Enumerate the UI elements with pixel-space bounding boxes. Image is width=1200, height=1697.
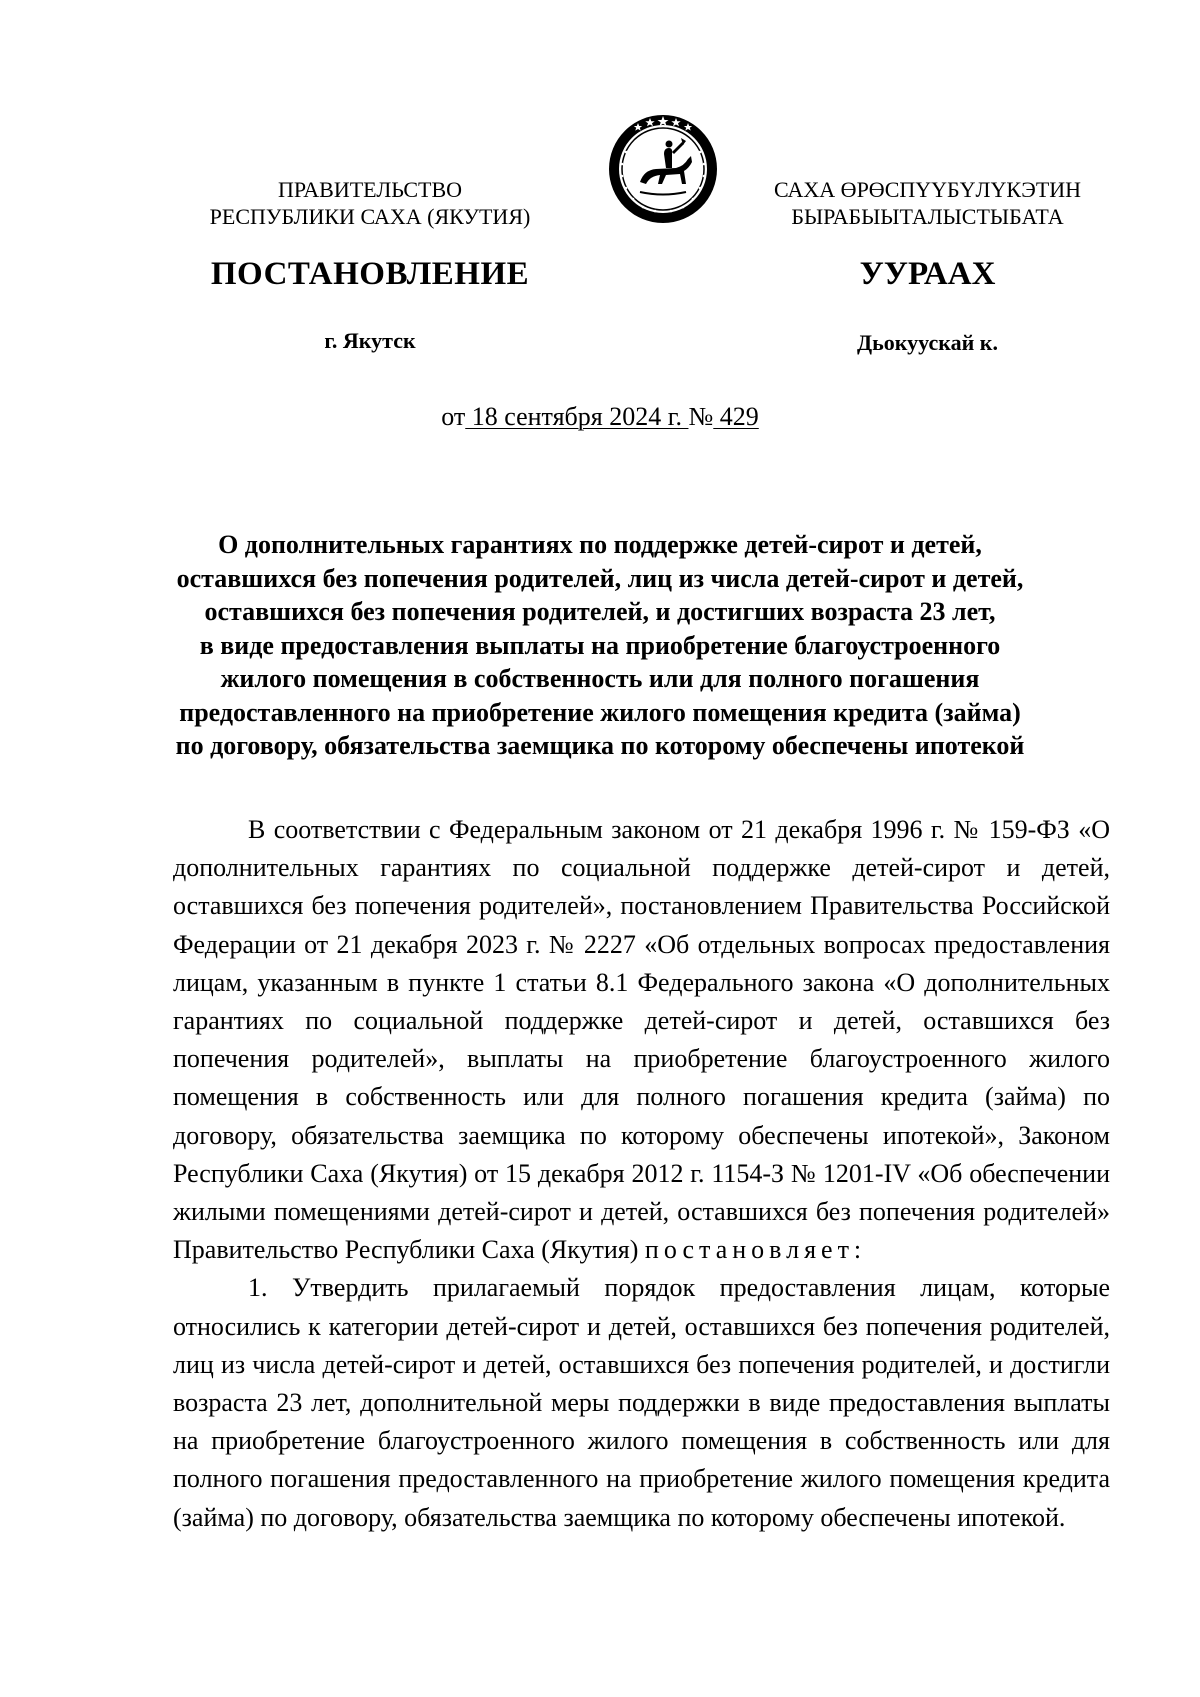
title-line: предоставленного на приобретение жилого помещения кредита (займа)	[179, 697, 1021, 727]
preamble-paragraph	[173, 811, 1110, 1269]
document-date-line	[0, 402, 1200, 432]
date-value: 18 сентября 2024 г.	[465, 402, 689, 431]
number-sign: №	[688, 402, 714, 431]
document-type-sakha: УУРААХ	[859, 256, 996, 292]
government-name-russian-line2: РЕСПУБЛИКИ САХА (ЯКУТИЯ)	[209, 204, 531, 229]
government-name-russian-line1: ПРАВИТЕЛЬСТВО	[277, 177, 463, 202]
document-title	[150, 528, 1050, 763]
title-line: оставшихся без попечения родителей, лиц из числа детей-сирот и детей,	[176, 563, 1024, 593]
clause-1-paragraph: 1. Утвердить прилагаемый порядок предоставления лицам, которые относились к категории детей-сирот и детей, оставшихся без попечения родителей, лиц из числа детей-сирот и детей, оставшихся без попечения родителей, и достигли возраста 23 лет, дополнительной меры поддержки в виде предоставления выплаты на приобретение благоустроенного жилого помещения в собственность или для полного погашения предоставленного на приобретение жилого помещения кредита (займа) по договору, обязательства заемщика по которому обеспечены ипотекой.	[173, 1273, 1110, 1532]
document-type-russian: ПОСТАНОВЛЕНИЕ	[210, 256, 530, 292]
city-russian: г. Якутск	[324, 328, 416, 353]
government-name-sakha-line1: САХА ӨРӨСПҮҮБҮЛҮКЭТИН	[773, 177, 1082, 202]
document-body	[173, 811, 1110, 1537]
government-name-russian	[170, 176, 570, 230]
preamble-text: В соответствии с Федеральным законом от 21 декабря 1996 г. № 159-ФЗ «О дополнительных гарантиях по социальной поддержке детей-сирот и детей, оставшихся без попечения родителей», постановлением Правительства Российской Федерации от 21 декабря 2023 г. № 2227 «Об отдельных вопросах предоставления лицам, указанным в пункте 1 статьи 8.1 Федерального закона «О дополнительных гарантиях по социальной поддержке детей-сирот и детей, оставшихся без попечения родителей», выплаты на приобретение благоустроенного жилого помещения в собственность или для полного погашения кредита (займа) по договору, обязательства заемщика по которому обеспечены ипотекой», Законом Республики Саха (Якутия) от 15 декабря 2012 г. 1154-З № 1201-IV «Об обеспечении жилыми помещениями детей-сирот и детей, оставшихся без попечения родителей» Правительство Республики Саха (Якутия)	[173, 815, 1110, 1265]
title-line: по договору, обязательства заемщика по которому обеспечены ипотекой	[175, 731, 1025, 760]
title-line: в виде предоставления выплаты на приобретение благоустроенного	[199, 630, 1001, 660]
date-prefix: от	[441, 402, 466, 431]
government-name-sakha	[745, 176, 1110, 230]
coat-of-arms-icon	[606, 112, 720, 226]
title-line: жилого помещения в собственность или для полного погашения	[220, 664, 980, 693]
title-line: О дополнительных гарантиях по поддержке детей-сирот и детей,	[218, 530, 982, 559]
government-name-sakha-line2: БЫРАБЫЫТАЛЫСТЫБАТА	[791, 204, 1064, 229]
city-sakha: Дьокуускай к.	[857, 330, 998, 355]
document-number: 429	[713, 402, 759, 431]
decree-word: постановляет:	[644, 1235, 867, 1265]
title-line: оставшихся без попечения родителей, и достигших возраста 23 лет,	[204, 597, 996, 626]
